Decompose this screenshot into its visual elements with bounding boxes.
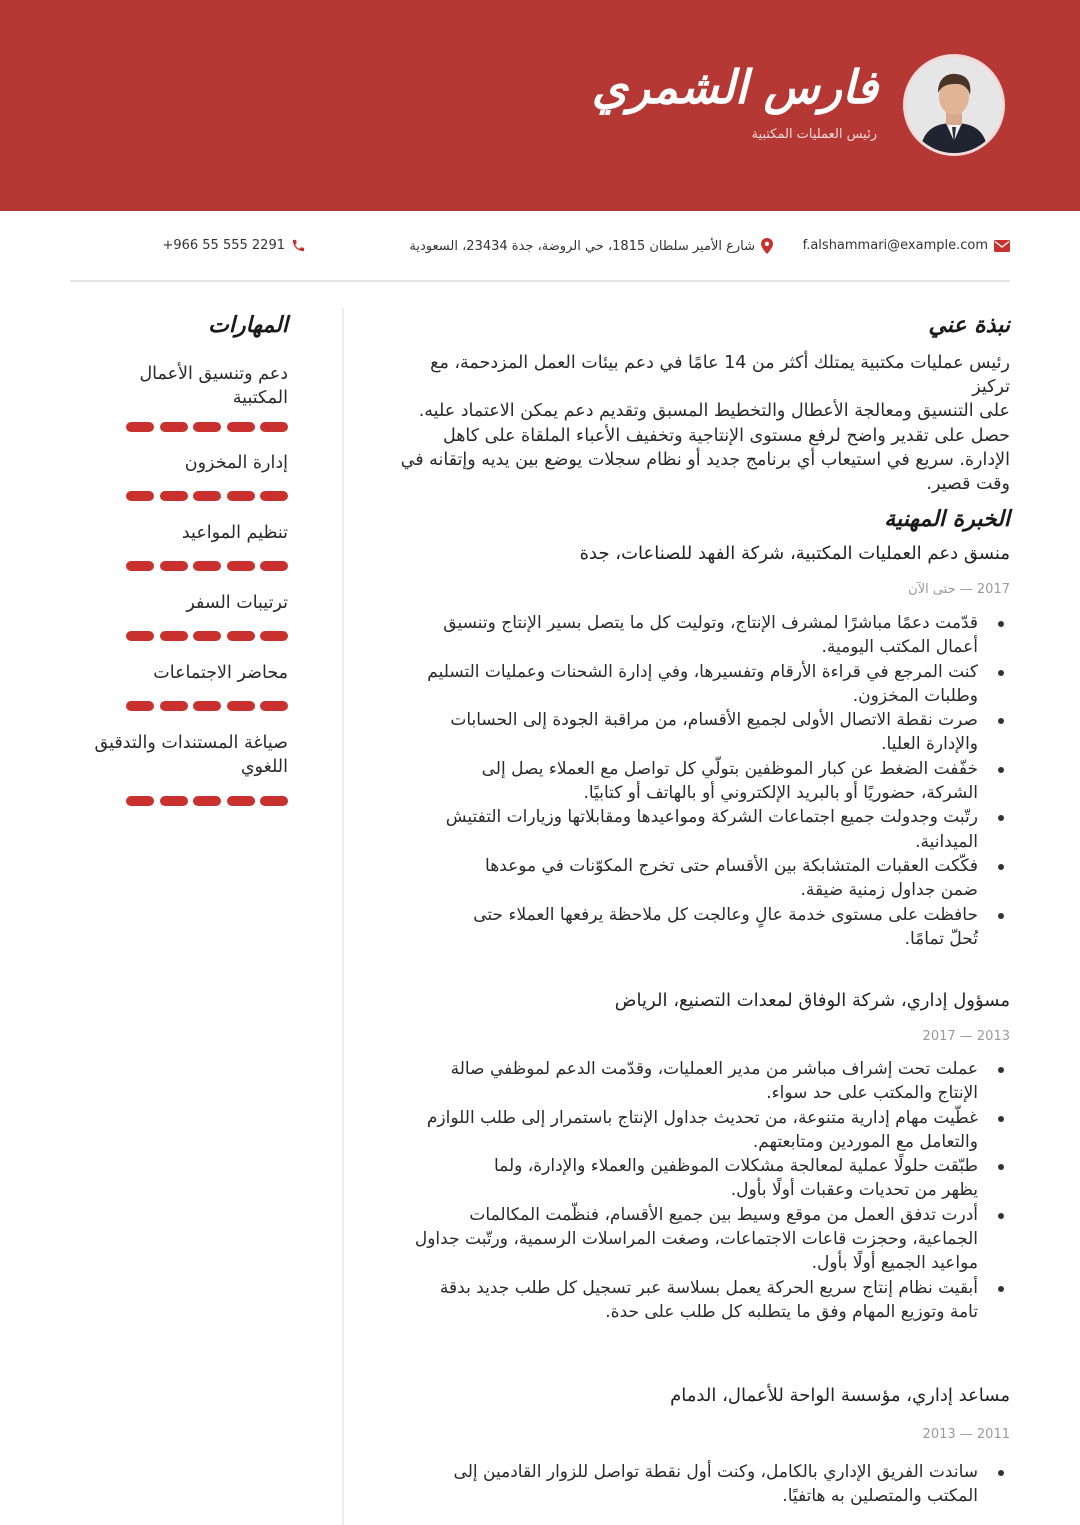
job-dates: 2017 — حتى الآن [908, 582, 1010, 597]
skill-label: إدارة المخزون [184, 453, 288, 473]
skill-label: محاضر الاجتماعات [153, 663, 288, 683]
job-title: منسق دعم العمليات المكتبية، شركة الفهد للصناعات، جدة [579, 543, 1010, 564]
map-pin-icon [761, 238, 773, 254]
job-title: مسؤول إداري، شركة الوفاق لمعدات التصنيع، الرياض [614, 990, 1010, 1011]
summary-line: على التنسيق ومعالجة الأعطال والتخطيط المسبق وتقديم دعم يمكن الاعتماد عليه. [418, 401, 1010, 422]
skill-level-segment [126, 561, 154, 571]
candidate-role: رئيس العمليات المكتبية [751, 127, 877, 142]
list-item: رتّبت وجدولت جميع اجتماعات الشركة ومواعيدها ومقابلاتها وزيارات التفتيش الميدانية. [388, 805, 978, 854]
envelope-icon [994, 240, 1010, 252]
skill-level-segment [193, 491, 221, 501]
skill-level-segment [160, 491, 188, 501]
divider [70, 280, 1010, 282]
skill-level-segment [126, 701, 154, 711]
skill-level-bar [126, 796, 288, 806]
skill-label: ترتيبات السفر [186, 593, 288, 613]
skill-label: صياغة المستندات والتدقيق اللغوي [94, 733, 288, 777]
skill-level-segment [227, 561, 255, 571]
skill-level-segment [260, 491, 288, 501]
skill-level-segment [160, 631, 188, 641]
skill-level-segment [126, 491, 154, 501]
skill-level-segment [160, 422, 188, 432]
skill-level-segment [160, 701, 188, 711]
list-item: فكّكت العقبات المتشابكة بين الأقسام حتى تخرج المكوّنات في موعدها ضمن جداول زمنية ضيقة. [388, 854, 978, 903]
skills-heading: المهارات [208, 313, 288, 338]
candidate-name: فارس الشمري [591, 60, 878, 114]
list-item: ساندت الفريق الإداري بالكامل، وكنت أول نقطة تواصل للزوار القادمين إلى المكتب والمتصلين به هاتفيًا. [388, 1460, 978, 1509]
list-item: صرت نقطة الاتصال الأولى لجميع الأقسام، من مراقبة الجودة إلى الحسابات والإدارة العليا. [388, 708, 978, 757]
list-item: أبقيت نظام إنتاج سريع الحركة يعمل بسلاسة عبر تسجيل كل طلب جديد بدقة تامة وتوزيع المهام وفق ما يتطلبه كل طلب على حدة. [388, 1276, 978, 1325]
summary-line: حصل على تقدير واضح لرفع مستوى الإنتاجية وتخفيف الأعباء الملقاة على كاهل [442, 425, 1010, 446]
skill-level-segment [193, 422, 221, 432]
email-text: f.alshammari@example.com [802, 238, 988, 253]
profile-photo [903, 54, 1005, 156]
experience-heading: الخبرة المهنية [884, 507, 1010, 532]
list-item: قدّمت دعمًا مباشرًا لمشرف الإنتاج، وتوليت كل ما يتصل بسير الإنتاج وتنسيق أعمال المكتب اليومية. [388, 611, 978, 660]
summary-line: الإدارة. سريع في استيعاب أي برنامج جديد أو نظام سجلات يوضع بين يديه وإتقانه في [400, 449, 1010, 470]
skill-level-segment [260, 701, 288, 711]
skill-level-bar [126, 631, 288, 641]
skill-level-segment [227, 796, 255, 806]
summary-line: وقت قصير. [926, 474, 1010, 495]
skill-level-segment [227, 491, 255, 501]
skill-level-segment [227, 422, 255, 432]
job-bullets [388, 1057, 1010, 1324]
skill-level-segment [160, 561, 188, 571]
job-bullets [388, 1460, 1010, 1509]
list-item: عملت تحت إشراف مباشر من مدير العمليات، وقدّمت الدعم لموظفي صالة الإنتاج والمكتب على حد سواء. [388, 1057, 978, 1106]
phone-text: +966 55 555 2291 [162, 238, 285, 253]
skill-level-segment [160, 796, 188, 806]
skill-level-segment [126, 631, 154, 641]
list-item: طبّقت حلولًا عملية لمعالجة مشكلات الموظفين والعملاء والإدارة، ولما يظهر من تحديات وعقبات أولًا بأول. [388, 1154, 978, 1203]
skill-level-bar [126, 422, 288, 432]
resume-header [0, 0, 1080, 211]
skill-level-segment [260, 422, 288, 432]
skill-level-segment [126, 796, 154, 806]
skill-label: دعم وتنسيق الأعمال المكتبية [139, 364, 288, 408]
job-title: مساعد إداري، مؤسسة الواحة للأعمال، الدمام [670, 1385, 1010, 1406]
person-portrait-icon [906, 57, 1002, 153]
summary-text [390, 351, 1010, 496]
list-item: خفّفت الضغط عن كبار الموظفين بتولّي كل تواصل مع العملاء يصل إلى الشركة، حضوريًا أو بالبريد الإلكتروني أو بالهاتف أو كتابيًا. [388, 757, 978, 806]
skill-level-segment [260, 796, 288, 806]
skill-level-segment [193, 701, 221, 711]
skill-level-segment [126, 422, 154, 432]
contact-address [409, 238, 773, 254]
skill-level-segment [227, 631, 255, 641]
address-text: شارع الأمير سلطان 1815، حي الروضة، جدة 23434، السعودية [409, 238, 755, 254]
summary-line: رئيس عمليات مكتبية يمتلك أكثر من 14 عامًا في دعم بيئات العمل المزدحمة، مع تركيز [430, 353, 1010, 398]
skill-label: تنظيم المواعيد [181, 523, 288, 543]
list-item: حافظت على مستوى خدمة عالٍ وعالجت كل ملاحظة يرفعها العملاء حتى تُحلّ تمامًا. [388, 903, 978, 952]
skill-level-bar [126, 491, 288, 501]
skill-level-segment [193, 631, 221, 641]
summary-heading: نبذة عني [928, 313, 1010, 338]
job-bullets [388, 611, 1010, 951]
skill-level-segment [193, 796, 221, 806]
contact-phone[interactable] [162, 238, 306, 253]
job-dates: 2013 — 2017 [922, 1029, 1010, 1044]
skill-level-segment [193, 561, 221, 571]
phone-icon [291, 238, 306, 253]
skill-level-bar [126, 561, 288, 571]
skill-level-bar [126, 701, 288, 711]
contact-email[interactable] [803, 238, 1010, 253]
skill-level-segment [260, 561, 288, 571]
list-item: غطّيت مهام إدارية متنوعة، من تحديث جداول الإنتاج باستمرار إلى طلب اللوازم والتعامل مع الموردين ومتابعتهم. [388, 1106, 978, 1155]
skill-level-segment [227, 701, 255, 711]
column-divider [342, 308, 344, 1525]
list-item: أدرت تدفق العمل من موقع وسيط بين جميع الأقسام، فنظّمت المكالمات الجماعية، وحجزت قاعات الاجتماعات، وصغت المراسلات الرسمية، ورتّبت جداول مواعيد الجميع أولًا بأول. [388, 1203, 978, 1276]
job-dates: 2011 — 2013 [922, 1427, 1010, 1442]
list-item: كنت المرجع في قراءة الأرقام وتفسيرها، وفي إدارة الشحنات وعمليات التسليم وطلبات المخزون. [388, 660, 978, 709]
skill-level-segment [260, 631, 288, 641]
